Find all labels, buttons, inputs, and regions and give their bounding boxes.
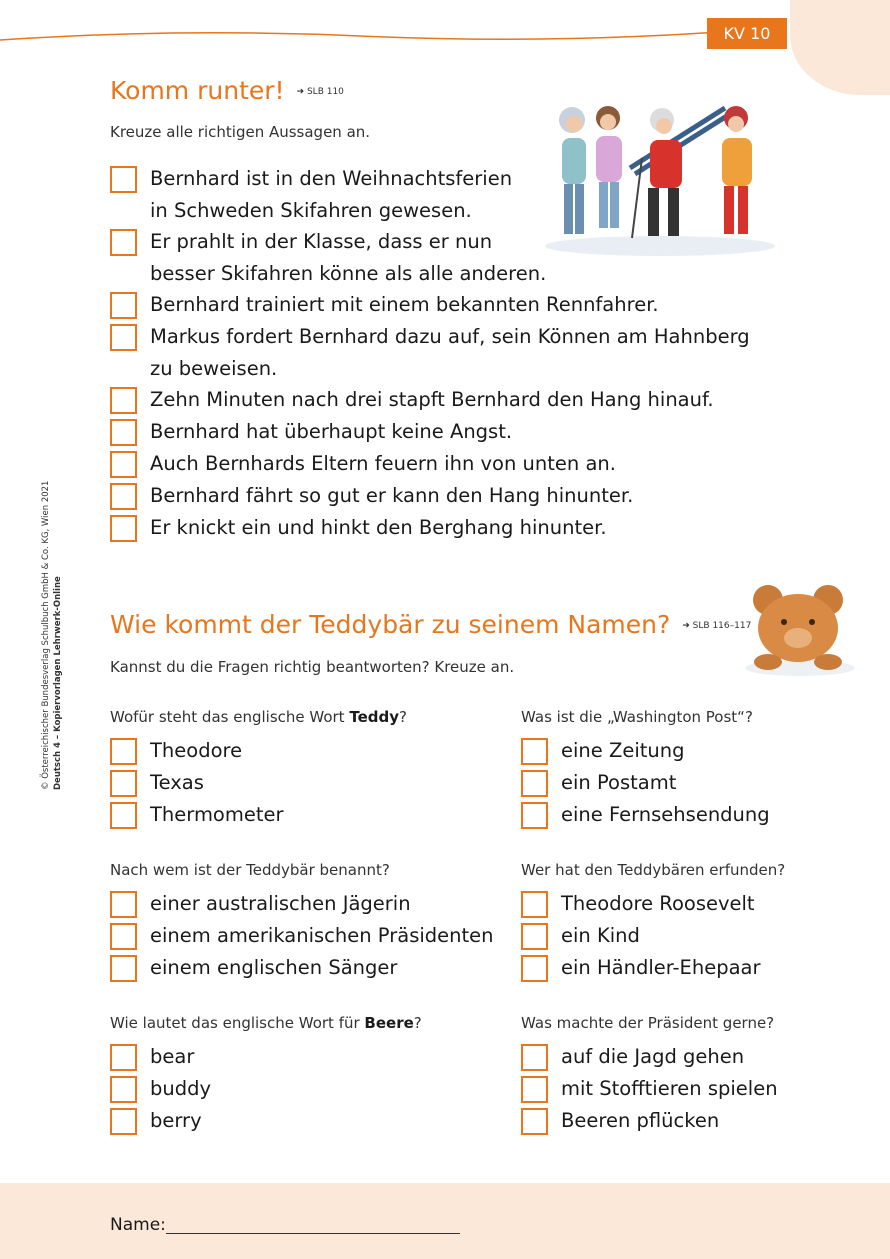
answer-option: ein Händler-Ehepaar (561, 956, 761, 979)
statement-text: Auch Bernhards Eltern feuern ihn von unten an. (150, 452, 616, 475)
answer-option: berry (150, 1109, 202, 1132)
question-pre: Wer hat den Teddybären erfunden? (521, 861, 786, 879)
corner-decoration (790, 0, 890, 95)
section1-ref: ➜ SLB 110 (296, 87, 344, 97)
answer-checkbox[interactable] (110, 955, 137, 982)
worksheet-badge: KV 10 (707, 18, 787, 49)
sidebar-copyright (40, 470, 64, 790)
answer-checkbox[interactable] (521, 738, 548, 765)
answer-checkbox[interactable] (521, 1076, 548, 1103)
question-text (521, 1014, 774, 1032)
series-text: Deutsch 4 – Kopiervorlagen Lehrwerk-Online (53, 576, 63, 790)
name-input-line[interactable] (166, 1233, 460, 1234)
section2-instruction: Kannst du die Fragen richtig beantworten? Kreuze an. (110, 658, 515, 676)
question-pre: Wie lautet das englische Wort für (110, 1014, 365, 1032)
answer-option: einem englischen Sänger (150, 956, 398, 979)
answer-checkbox[interactable] (110, 802, 137, 829)
question-text (521, 861, 785, 879)
question-pre: Nach wem ist der Teddybär benannt? (110, 861, 390, 879)
statement-checkbox[interactable] (110, 387, 137, 414)
statement-text: Bernhard trainiert mit einem bekannten Rennfahrer. (150, 293, 659, 316)
statement-checkbox[interactable] (110, 483, 137, 510)
statement-checkbox[interactable] (110, 292, 137, 319)
answer-option: Theodore (150, 739, 243, 762)
answer-option: Texas (150, 771, 204, 794)
question-pre: Was machte der Präsident gerne? (521, 1014, 775, 1032)
answer-option: buddy (150, 1077, 212, 1100)
answer-option: einer australischen Jägerin (150, 892, 411, 915)
section2-title: Wie kommt der Teddybär zu seinem Namen? (110, 610, 671, 639)
section2-title-row (110, 610, 751, 639)
answer-checkbox[interactable] (110, 1108, 137, 1135)
question-post: ? (399, 708, 407, 726)
question-keyword: Beere (364, 1014, 414, 1032)
answer-option: mit Stofftieren spielen (561, 1077, 778, 1100)
answer-option: einem amerikanischen Präsidenten (150, 924, 494, 947)
statement-checkbox[interactable] (110, 229, 137, 256)
answer-checkbox[interactable] (521, 1108, 548, 1135)
statement-text: Er knickt ein und hinkt den Berghang hinunter. (150, 516, 607, 539)
answer-checkbox[interactable] (110, 923, 137, 950)
question-pre: Wofür steht das englische Wort (110, 708, 350, 726)
answer-option: Thermometer (150, 803, 284, 826)
statement-checkbox[interactable] (110, 166, 137, 193)
name-label: Name: (110, 1215, 166, 1235)
statement-checkbox[interactable] (110, 324, 137, 351)
answer-checkbox[interactable] (521, 1044, 548, 1071)
answer-option: ein Kind (561, 924, 640, 947)
statement-text: besser Skifahren könne als alle anderen. (150, 262, 547, 285)
statement-text: zu beweisen. (150, 357, 278, 380)
question-text (110, 708, 407, 726)
question-text (110, 1014, 422, 1032)
answer-option: eine Zeitung (561, 739, 685, 762)
answer-option: ein Postamt (561, 771, 677, 794)
answer-checkbox[interactable] (521, 770, 548, 797)
header-curve (0, 18, 720, 48)
statement-text: Markus fordert Bernhard dazu auf, sein Können am Hahnberg (150, 325, 750, 348)
answer-checkbox[interactable] (110, 891, 137, 918)
teddy-bear-illustration (740, 578, 860, 678)
answer-option: Beeren pflücken (561, 1109, 720, 1132)
section1-title: Komm runter! (110, 76, 285, 105)
question-keyword: Teddy (349, 708, 400, 726)
answer-option: eine Fernsehsendung (561, 803, 770, 826)
statement-checkbox[interactable] (110, 419, 137, 446)
answer-option: auf die Jagd gehen (561, 1045, 745, 1068)
question-pre: Was ist die „Washington Post“? (521, 708, 753, 726)
statement-text: Er prahlt in der Klasse, dass er nun (150, 230, 493, 253)
answer-checkbox[interactable] (521, 955, 548, 982)
question-text (521, 708, 753, 726)
answer-option: Theodore Roosevelt (561, 892, 755, 915)
statement-checkbox[interactable] (110, 451, 137, 478)
answer-checkbox[interactable] (521, 802, 548, 829)
answer-checkbox[interactable] (110, 738, 137, 765)
statement-checkbox[interactable] (110, 515, 137, 542)
statement-text: Bernhard fährt so gut er kann den Hang hinunter. (150, 484, 634, 507)
section2-ref: ➜ SLB 116–117 (682, 621, 752, 631)
children-skiing-illustration (540, 98, 780, 258)
copyright-text: © Österreichischer Bundesverlag Schulbuch GmbH & Co. KG, Wien 2021 (41, 480, 51, 790)
question-text (110, 861, 390, 879)
answer-option: bear (150, 1045, 195, 1068)
statement-text: Bernhard ist in den Weihnachtsferien (150, 167, 513, 190)
question-post: ? (413, 1014, 422, 1032)
answer-checkbox[interactable] (521, 891, 548, 918)
answer-checkbox[interactable] (110, 1076, 137, 1103)
answer-checkbox[interactable] (521, 923, 548, 950)
section1-title-row (110, 76, 344, 105)
statement-text: Zehn Minuten nach drei stapft Bernhard den Hang hinauf. (150, 388, 714, 411)
section1-instruction: Kreuze alle richtigen Aussagen an. (110, 123, 371, 141)
answer-checkbox[interactable] (110, 770, 137, 797)
statement-text: Bernhard hat überhaupt keine Angst. (150, 420, 513, 443)
answer-checkbox[interactable] (110, 1044, 137, 1071)
statement-text: in Schweden Skifahren gewesen. (150, 199, 472, 222)
